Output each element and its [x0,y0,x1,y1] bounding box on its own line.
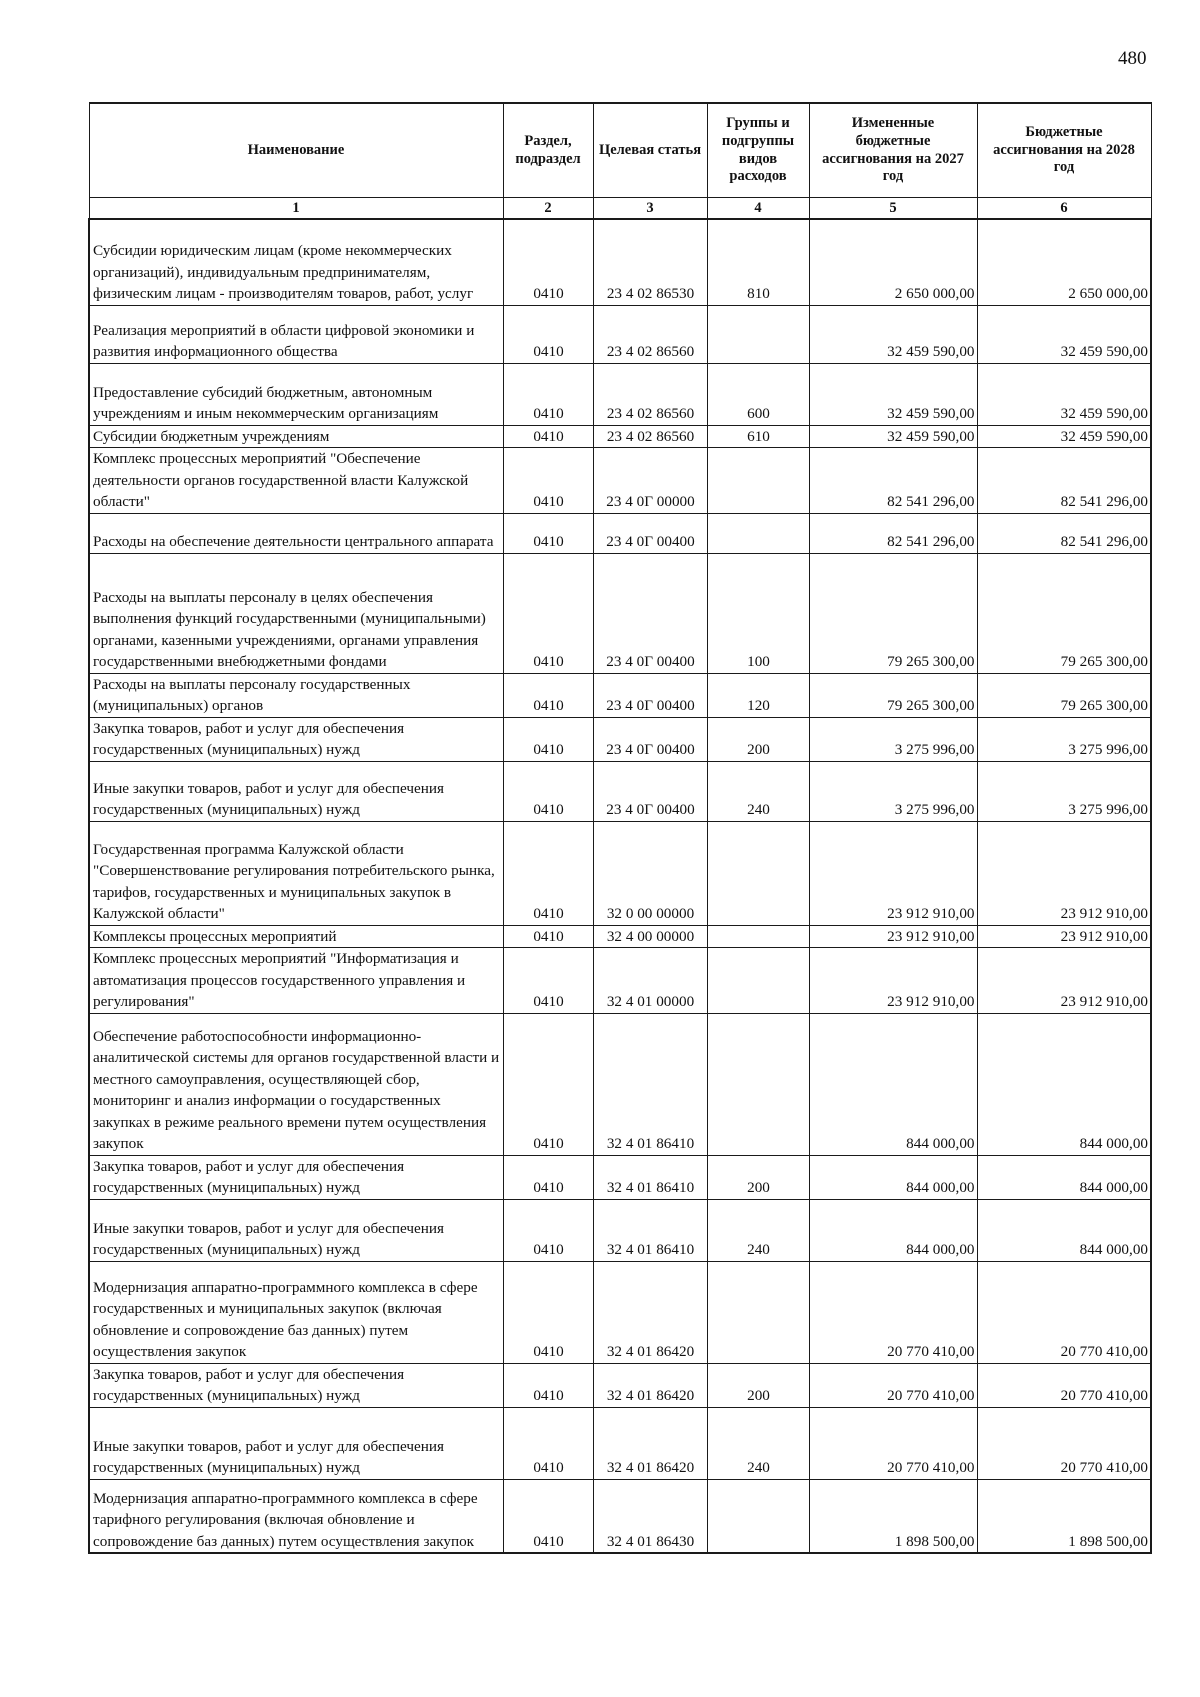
row-amount-2028: 32 459 590,00 [977,425,1151,448]
row-target: 32 4 01 86420 [593,1261,707,1363]
column-number: 3 [593,198,707,220]
row-name: Субсидии юридическим лицам (кроме некоммерческих организаций), индивидуальным предпринимателям, физическим лицам - производителям товаров, работ, услуг [89,219,503,305]
column-number: 2 [503,198,593,220]
row-target: 32 4 01 86430 [593,1479,707,1553]
row-amount-2028: 844 000,00 [977,1155,1151,1199]
row-amount-2028: 79 265 300,00 [977,553,1151,673]
row-amount-2028: 32 459 590,00 [977,305,1151,363]
row-name: Комплексы процессных мероприятий [89,925,503,948]
row-amount-2027: 3 275 996,00 [809,761,977,821]
row-section: 0410 [503,761,593,821]
row-name: Расходы на обеспечение деятельности центрального аппарата [89,513,503,553]
row-target: 32 0 00 00000 [593,821,707,925]
table-row [89,1363,1151,1407]
row-target: 32 4 01 86420 [593,1407,707,1479]
row-group [707,448,809,514]
table-row [89,1479,1151,1553]
row-amount-2027: 23 912 910,00 [809,948,977,1014]
row-group: 240 [707,761,809,821]
row-group: 200 [707,717,809,761]
row-amount-2027: 1 898 500,00 [809,1479,977,1553]
table-row [89,363,1151,425]
row-group: 120 [707,673,809,717]
row-section: 0410 [503,1407,593,1479]
row-group: 600 [707,363,809,425]
row-group [707,821,809,925]
row-amount-2027: 32 459 590,00 [809,305,977,363]
row-name: Модернизация аппаратно-программного комплекса в сфере государственных и муниципальных закупок (включая обновление и сопровождение баз данных) путем осуществления закупок [89,1261,503,1363]
row-group: 200 [707,1155,809,1199]
row-name: Предоставление субсидий бюджетным, автономным учреждениям и иным некоммерческим организациям [89,363,503,425]
row-amount-2027: 32 459 590,00 [809,363,977,425]
row-section: 0410 [503,1479,593,1553]
row-name: Расходы на выплаты персоналу государственных (муниципальных) органов [89,673,503,717]
row-section: 0410 [503,1363,593,1407]
row-section: 0410 [503,553,593,673]
header-target: Целевая статья [593,103,707,198]
table-row [89,219,1151,305]
row-section: 0410 [503,219,593,305]
row-amount-2028: 23 912 910,00 [977,925,1151,948]
row-section: 0410 [503,948,593,1014]
row-amount-2027: 20 770 410,00 [809,1261,977,1363]
row-target: 23 4 0Г 00000 [593,448,707,514]
row-amount-2027: 79 265 300,00 [809,553,977,673]
row-amount-2027: 23 912 910,00 [809,821,977,925]
row-name: Иные закупки товаров, работ и услуг для обеспечения государственных (муниципальных) нужд [89,1199,503,1261]
row-target: 32 4 01 86410 [593,1013,707,1155]
row-amount-2028: 2 650 000,00 [977,219,1151,305]
row-name: Иные закупки товаров, работ и услуг для обеспечения государственных (муниципальных) нужд [89,761,503,821]
row-name: Субсидии бюджетным учреждениям [89,425,503,448]
table-row [89,1199,1151,1261]
row-amount-2028: 23 912 910,00 [977,948,1151,1014]
row-target: 32 4 01 86410 [593,1155,707,1199]
budget-table [88,102,1152,1554]
row-amount-2028: 3 275 996,00 [977,761,1151,821]
row-amount-2027: 844 000,00 [809,1155,977,1199]
header-name: Наименование [89,103,503,198]
row-amount-2028: 1 898 500,00 [977,1479,1151,1553]
row-group [707,1013,809,1155]
row-amount-2027: 844 000,00 [809,1199,977,1261]
column-number-row [89,198,1151,220]
row-target: 23 4 02 86560 [593,425,707,448]
table-row [89,425,1151,448]
row-name: Модернизация аппаратно-программного комплекса в сфере тарифного регулирования (включая обновление и сопровождение баз данных) путем осуществления закупок [89,1479,503,1553]
row-name: Комплекс процессных мероприятий "Информатизация и автоматизация процессов государственного управления и регулирования" [89,948,503,1014]
row-target: 32 4 01 86420 [593,1363,707,1407]
row-name: Закупка товаров, работ и услуг для обеспечения государственных (муниципальных) нужд [89,717,503,761]
row-section: 0410 [503,513,593,553]
row-group: 240 [707,1199,809,1261]
table-row [89,513,1151,553]
column-number: 4 [707,198,809,220]
row-amount-2028: 32 459 590,00 [977,363,1151,425]
row-section: 0410 [503,925,593,948]
row-group: 200 [707,1363,809,1407]
row-target: 23 4 0Г 00400 [593,761,707,821]
row-section: 0410 [503,717,593,761]
table-row [89,553,1151,673]
row-name: Расходы на выплаты персоналу в целях обеспечения выполнения функций государственными (муниципальными) органами, казенными учреждениями, органами управления государственными внебюджетными фондами [89,553,503,673]
row-group: 610 [707,425,809,448]
table-row [89,717,1151,761]
row-section: 0410 [503,673,593,717]
row-name: Закупка товаров, работ и услуг для обеспечения государственных (муниципальных) нужд [89,1363,503,1407]
row-target: 23 4 0Г 00400 [593,553,707,673]
table-row [89,305,1151,363]
row-group: 240 [707,1407,809,1479]
header-2028: Бюджетные ассигнования на 2028 год [977,103,1151,198]
row-amount-2028: 3 275 996,00 [977,717,1151,761]
row-amount-2028: 23 912 910,00 [977,821,1151,925]
row-target: 32 4 01 00000 [593,948,707,1014]
header-row [89,103,1151,198]
row-target: 23 4 02 86530 [593,219,707,305]
row-section: 0410 [503,821,593,925]
row-name: Закупка товаров, работ и услуг для обеспечения государственных (муниципальных) нужд [89,1155,503,1199]
row-amount-2027: 844 000,00 [809,1013,977,1155]
row-amount-2027: 3 275 996,00 [809,717,977,761]
row-section: 0410 [503,425,593,448]
row-amount-2028: 82 541 296,00 [977,448,1151,514]
row-amount-2028: 844 000,00 [977,1199,1151,1261]
row-name: Комплекс процессных мероприятий "Обеспечение деятельности органов государственной власти Калужской области" [89,448,503,514]
row-amount-2027: 20 770 410,00 [809,1363,977,1407]
row-section: 0410 [503,363,593,425]
table-row [89,1261,1151,1363]
row-group: 810 [707,219,809,305]
row-amount-2027: 32 459 590,00 [809,425,977,448]
table-body [89,219,1151,1553]
row-amount-2027: 82 541 296,00 [809,513,977,553]
row-name: Государственная программа Калужской области "Совершенствование регулирования потребительского рынка, тарифов, государственных и муниципальных закупок в Калужской области" [89,821,503,925]
row-group [707,925,809,948]
header-groups: Группы и подгруппы видов расходов [707,103,809,198]
table-row [89,948,1151,1014]
row-name: Обеспечение работоспособности информационно-аналитической системы для органов государственной власти и местного самоуправления, осуществляющей сбор, мониторинг и анализ информации о государственных закупках в режиме реального времени путем осуществления закупок [89,1013,503,1155]
row-group [707,513,809,553]
table-row [89,1013,1151,1155]
row-section: 0410 [503,1013,593,1155]
row-target: 23 4 02 86560 [593,363,707,425]
table-row [89,761,1151,821]
row-target: 32 4 00 00000 [593,925,707,948]
row-section: 0410 [503,1199,593,1261]
row-section: 0410 [503,448,593,514]
page-number: 480 [1118,48,1147,69]
row-target: 23 4 0Г 00400 [593,673,707,717]
row-group: 100 [707,553,809,673]
row-amount-2028: 79 265 300,00 [977,673,1151,717]
row-amount-2027: 23 912 910,00 [809,925,977,948]
row-amount-2028: 20 770 410,00 [977,1363,1151,1407]
row-amount-2028: 844 000,00 [977,1013,1151,1155]
table-row [89,1155,1151,1199]
row-amount-2027: 82 541 296,00 [809,448,977,514]
header-2027: Измененные бюджетные ассигнования на 2027 год [809,103,977,198]
row-section: 0410 [503,1261,593,1363]
row-section: 0410 [503,1155,593,1199]
row-group [707,1479,809,1553]
table-row [89,673,1151,717]
row-amount-2027: 20 770 410,00 [809,1407,977,1479]
table-row [89,821,1151,925]
table-row [89,1407,1151,1479]
row-target: 32 4 01 86410 [593,1199,707,1261]
row-target: 23 4 0Г 00400 [593,717,707,761]
column-number: 5 [809,198,977,220]
row-name: Иные закупки товаров, работ и услуг для обеспечения государственных (муниципальных) нужд [89,1407,503,1479]
table-row [89,925,1151,948]
row-section: 0410 [503,305,593,363]
row-amount-2028: 20 770 410,00 [977,1407,1151,1479]
row-amount-2028: 20 770 410,00 [977,1261,1151,1363]
column-number: 6 [977,198,1151,220]
row-amount-2027: 2 650 000,00 [809,219,977,305]
column-number: 1 [89,198,503,220]
row-group [707,948,809,1014]
row-target: 23 4 02 86560 [593,305,707,363]
table-row [89,448,1151,514]
row-name: Реализация мероприятий в области цифровой экономики и развития информационного общества [89,305,503,363]
row-target: 23 4 0Г 00400 [593,513,707,553]
row-amount-2027: 79 265 300,00 [809,673,977,717]
row-group [707,305,809,363]
row-amount-2028: 82 541 296,00 [977,513,1151,553]
row-group [707,1261,809,1363]
header-section: Раздел, подраздел [503,103,593,198]
